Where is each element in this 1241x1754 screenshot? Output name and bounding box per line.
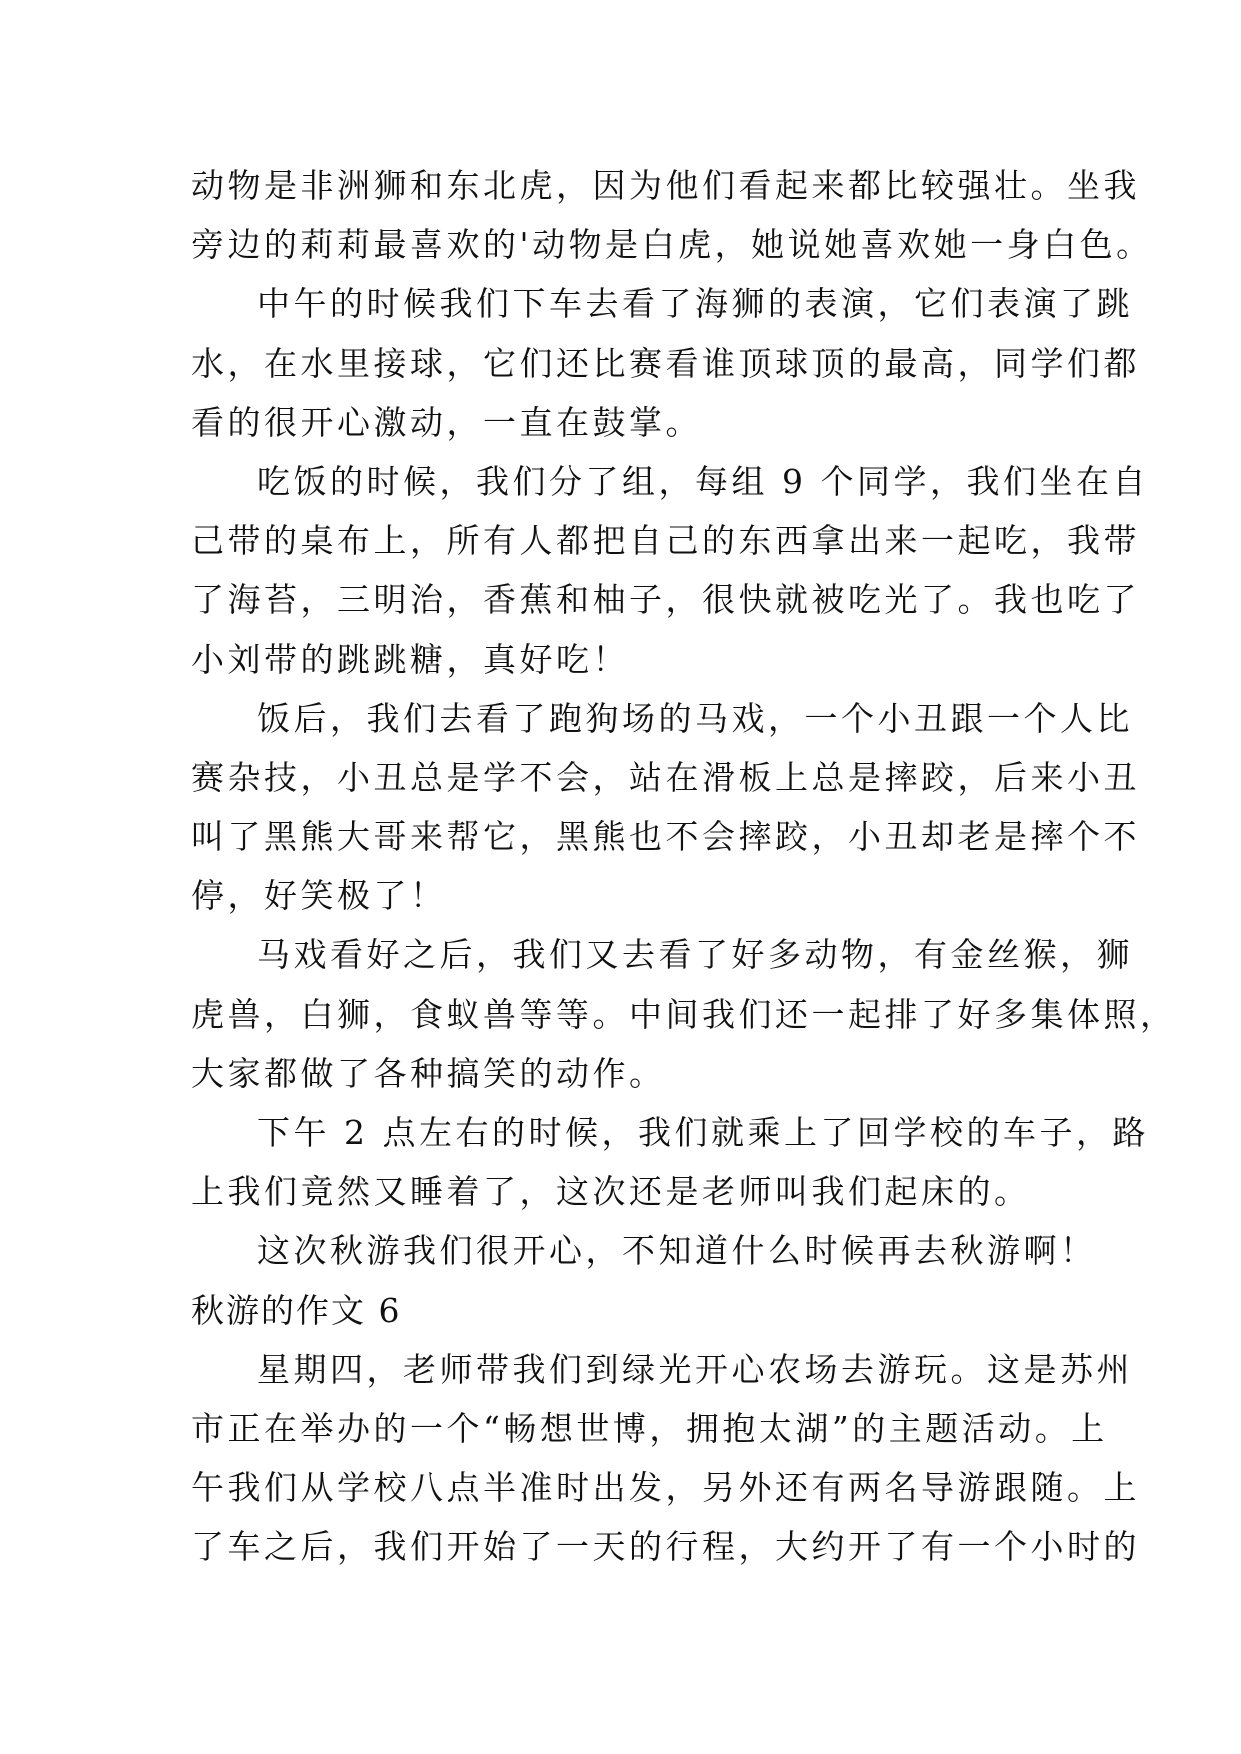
text-line: 小刘带的跳跳糖，真好吃！ (191, 639, 629, 679)
text-line: 停，好笑极了！ (191, 876, 447, 916)
text-line: 虎兽，白狮，食蚁兽等等。中间我们还一起排了好多集体照， (191, 994, 1177, 1034)
essay-text (191, 156, 1177, 1577)
text-line: 市正在举办的一个“畅想世博，拥抱太湖”的主题活动。上 (191, 1408, 1108, 1448)
text-line: 了海苔，三明治，香蕉和柚子，很快就被吃光了。我也吃了 (191, 580, 1140, 620)
section-heading: 秋游的作文 6 (191, 1290, 402, 1330)
text-line: 赛杂技，小丑总是学不会，站在滑板上总是摔跤，后来小丑 (191, 757, 1140, 797)
text-line: 了车之后，我们开始了一天的行程，大约开了有一个小时的 (191, 1527, 1140, 1567)
text-line: 看的很开心激动，一直在鼓掌。 (191, 402, 702, 442)
text-line: 动物是非洲狮和东北虎，因为他们看起来都比较强壮。坐我 (191, 166, 1140, 205)
text-line: 水，在水里接球，它们还比赛看谁顶球顶的最高，同学们都 (191, 343, 1140, 383)
text-line: 己带的桌布上，所有人都把自己的东西拿出来一起吃，我带 (191, 521, 1140, 561)
paragraph-start-line: 下午 2 点左右的时候，我们就乘上了回学校的车子，路 (257, 1113, 1149, 1152)
text-line: 旁边的莉莉最喜欢的'动物是白虎，她说她喜欢她一身白色。 (191, 225, 1153, 265)
paragraph-start-line: 吃饭的时候，我们分了组，每组 9 个同学，我们坐在自 (257, 461, 1149, 501)
paragraph-start-line: 星期四，老师带我们到绿光开心农场去游玩。这是苏州 (257, 1349, 1133, 1389)
text-line: 午我们从学校八点半准时出发，另外还有两名导游跟随。上 (191, 1468, 1140, 1508)
paragraph-start-line: 中午的时候我们下车去看了海狮的表演，它们表演了跳 (257, 284, 1133, 324)
text-line: 大家都做了各种搞笑的动作。 (191, 1053, 666, 1093)
text-line: 叫了黑熊大哥来帮它，黑熊也不会摔跤，小丑却老是摔个不 (191, 817, 1140, 857)
paragraph-start-line: 这次秋游我们很开心，不知道什么时候再去秋游啊！ (257, 1231, 1097, 1271)
text-line: 上我们竟然又睡着了，这次还是老师叫我们起床的。 (191, 1172, 1031, 1212)
paragraph-start-line: 饭后，我们去看了跑狗场的马戏，一个小丑跟一个人比 (257, 698, 1133, 738)
paragraph-start-line: 马戏看好之后，我们又去看了好多动物，有金丝猴，狮 (257, 935, 1133, 975)
